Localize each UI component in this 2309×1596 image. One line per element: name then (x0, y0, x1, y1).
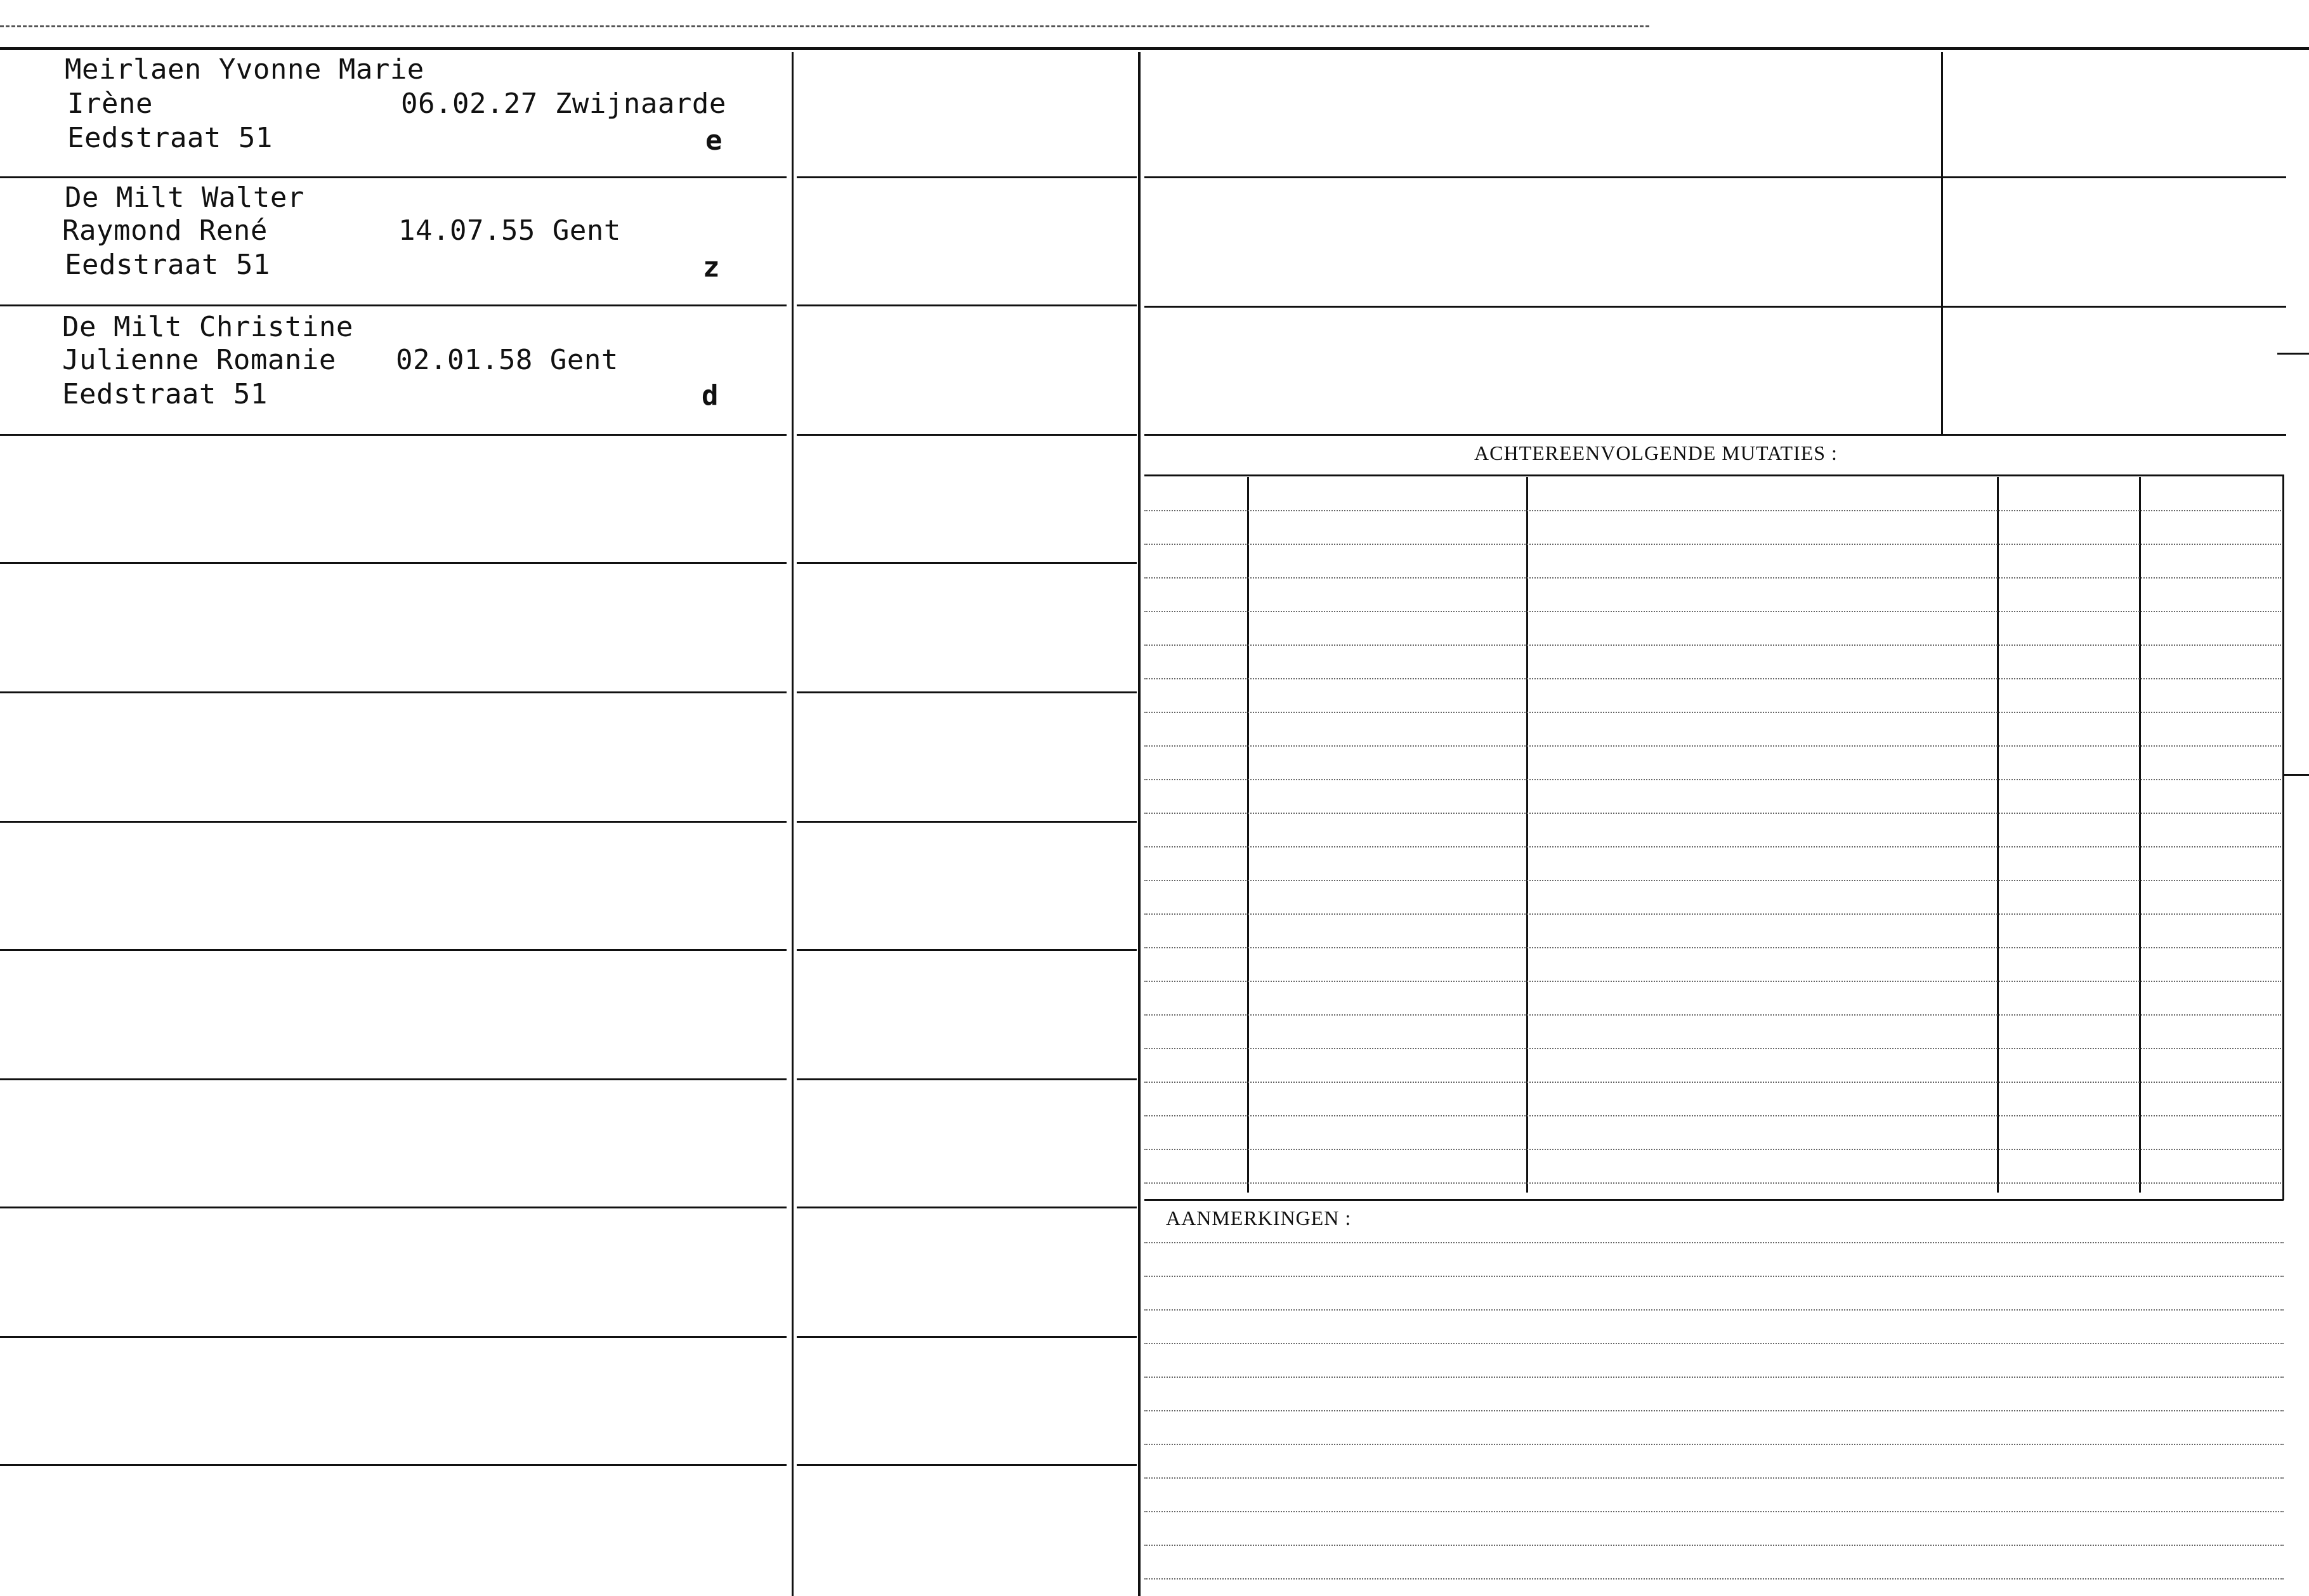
row-line (0, 434, 787, 436)
row-line (0, 304, 787, 306)
ruled-line (1144, 1377, 2284, 1378)
ruled-line (1144, 947, 2281, 948)
record-name-line: Julienne Romanie (62, 344, 336, 376)
row-line (0, 691, 787, 693)
ruled-line (1144, 1276, 2284, 1277)
ruled-line (1144, 1444, 2284, 1445)
record-name-line: De Milt Christine (62, 311, 353, 343)
mutaties-col-2 (1526, 477, 1528, 1193)
row-line (0, 1078, 787, 1080)
ruled-line (1144, 779, 2281, 780)
row-line (797, 304, 1137, 306)
mutaties-bottom-line (1144, 1199, 2284, 1201)
ruled-line (1144, 1343, 2284, 1344)
right-row-line (1144, 306, 2286, 308)
record-birth: 02.01.58 Gent (396, 344, 618, 376)
record-code: d (702, 379, 719, 412)
aanmerkingen-title: AANMERKINGEN : (1166, 1207, 1352, 1229)
ruled-line (1144, 577, 2281, 579)
record-code: z (703, 251, 720, 284)
ruled-line (1144, 510, 2281, 511)
row-line (797, 1336, 1137, 1338)
ruled-line (1144, 913, 2281, 915)
row-line (0, 1207, 787, 1208)
row-line (797, 1078, 1137, 1080)
center-col-divider (1138, 52, 1141, 1596)
top-border (0, 47, 2309, 50)
ruled-line (1144, 1410, 2284, 1411)
ruled-line (1144, 1149, 2281, 1150)
ruled-line (1144, 1511, 2284, 1512)
ruled-line (1144, 678, 2281, 679)
ruled-line (1144, 813, 2281, 814)
ruled-line (1144, 1477, 2284, 1479)
row-line (797, 1464, 1137, 1466)
mutaties-col-4 (2139, 477, 2141, 1193)
row-line (797, 821, 1137, 823)
right-row-line (1144, 176, 2286, 178)
record-address: Eedstraat 51 (67, 122, 273, 154)
ruled-line (1144, 611, 2281, 612)
ruled-line (1144, 1048, 2281, 1049)
row-line (797, 1207, 1137, 1208)
mutaties-col-1 (1247, 477, 1249, 1193)
top-edge-noise (0, 25, 1649, 27)
mutaties-top-line (1144, 474, 2284, 476)
ruled-line (1144, 1545, 2284, 1546)
right-edge-tick (2277, 353, 2309, 355)
ruled-line (1144, 1115, 2281, 1116)
right-edge-tick (2284, 774, 2309, 776)
record-name-line: Irène (67, 88, 153, 120)
row-line (0, 176, 787, 178)
row-line (797, 434, 1137, 436)
row-line (0, 1464, 787, 1466)
ruled-line (1144, 1082, 2281, 1083)
right-upper-divider (1941, 52, 1943, 435)
ruled-line (1144, 1309, 2284, 1311)
record-birth: 06.02.27 Zwijnaarde (401, 88, 726, 120)
row-line (0, 562, 787, 564)
record-address: Eedstraat 51 (65, 249, 270, 281)
record-address: Eedstraat 51 (62, 378, 268, 410)
record-code: e (705, 124, 723, 157)
ruled-line (1144, 981, 2281, 982)
ruled-line (1144, 745, 2281, 747)
ruled-line (1144, 712, 2281, 713)
record-name-line: De Milt Walter (65, 181, 304, 214)
row-line (797, 949, 1137, 951)
ruled-line (1144, 880, 2281, 881)
ruled-line (1144, 644, 2281, 646)
mutaties-title: ACHTEREENVOLGENDE MUTATIES : (1474, 442, 1838, 464)
ruled-line (1144, 1242, 2284, 1243)
row-line (0, 821, 787, 823)
record-birth: 14.07.55 Gent (398, 214, 621, 247)
row-line (797, 562, 1137, 564)
row-line (797, 691, 1137, 693)
left-col-divider (792, 52, 794, 1596)
mutaties-col-3 (1997, 477, 1999, 1193)
ruled-line (1144, 544, 2281, 545)
ruled-line (1144, 846, 2281, 847)
right-row-line (1144, 434, 2286, 436)
ruled-line (1144, 1182, 2281, 1184)
ruled-line (1144, 1578, 2284, 1580)
row-line (797, 176, 1137, 178)
mutaties-right-border (2282, 474, 2284, 1200)
record-name-line: Raymond René (62, 214, 268, 247)
row-line (0, 949, 787, 951)
ruled-line (1144, 1014, 2281, 1016)
record-name-line: Meirlaen Yvonne Marie (65, 53, 424, 86)
row-line (0, 1336, 787, 1338)
